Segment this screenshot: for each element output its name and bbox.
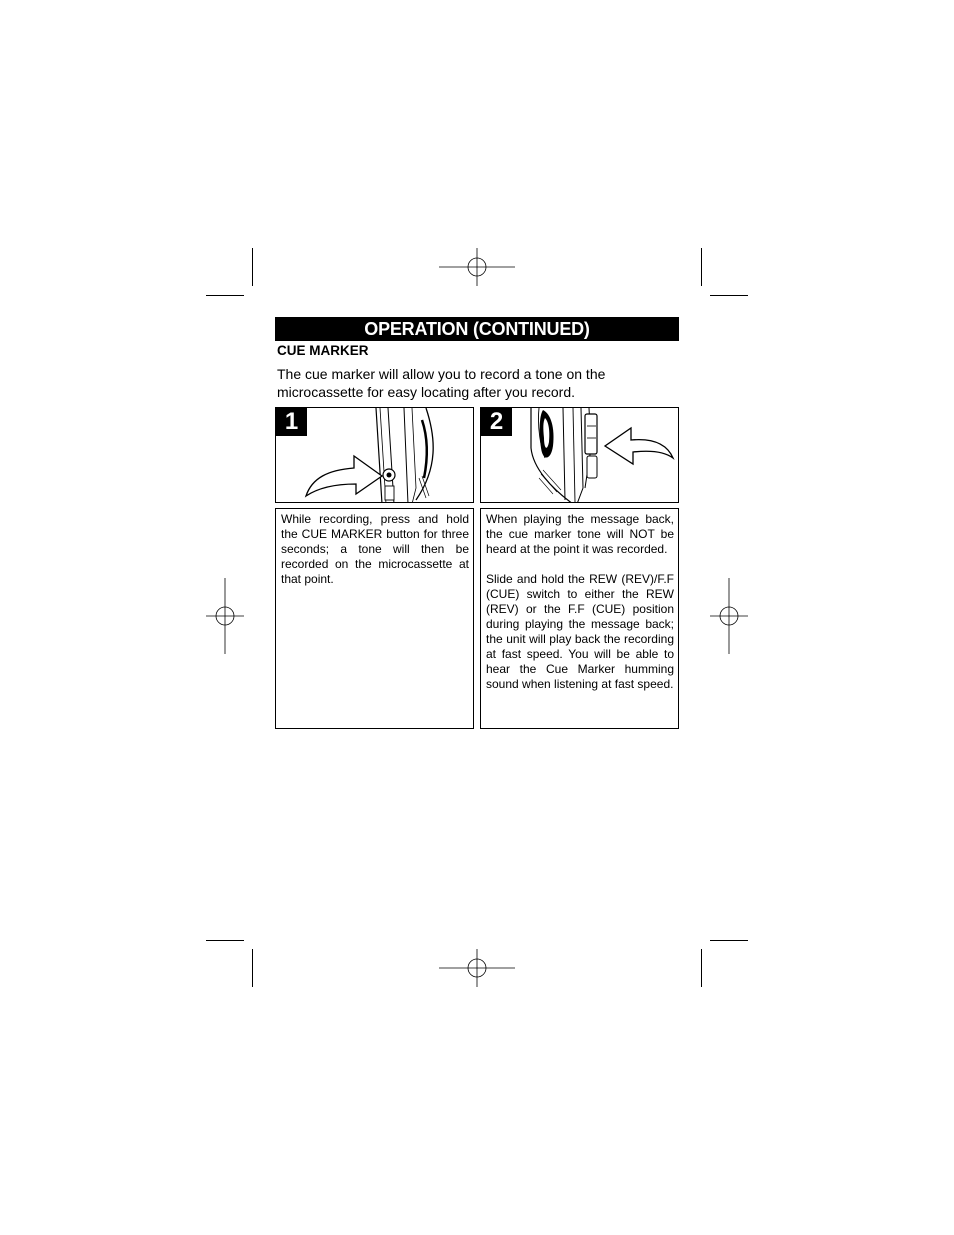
step-number-badge: 2 [481, 408, 512, 436]
crop-mark [701, 248, 702, 286]
step-1-description [275, 508, 474, 729]
step-2-illustration [480, 407, 679, 503]
registration-mark-icon [710, 578, 748, 654]
step-paragraph: While recording, press and hold the CUE MARKER button for three seconds; a tone will then be recorded on the microcassette at that point. [281, 512, 469, 586]
crop-mark [710, 295, 748, 296]
crop-mark [710, 940, 748, 941]
crop-mark [206, 940, 244, 941]
step-number-badge: 1 [276, 408, 307, 436]
registration-mark-icon [439, 248, 515, 286]
crop-mark [206, 295, 244, 296]
registration-mark-icon [439, 949, 515, 987]
crop-mark [252, 949, 253, 987]
intro-paragraph: The cue marker will allow you to record a tone on the microcassette for easy locating after you record. [277, 366, 606, 400]
page-title: OPERATION (CONTINUED) [275, 317, 679, 341]
crop-mark [252, 248, 253, 286]
section-title: CUE MARKER [277, 343, 369, 358]
step-paragraph: Slide and hold the REW (REV)/F.F (CUE) switch to either the REW (REV) or the F.F (CUE) position during playing the message back; the unit will play back the recording at fast speed. You will be able to hear the Cue Marker humming sound when listening at fast speed. [486, 572, 674, 691]
step-2-description [480, 508, 679, 729]
step-paragraph: When playing the message back, the cue marker tone will NOT be heard at the point it was recorded. [486, 512, 674, 556]
step-1-illustration [275, 407, 474, 503]
crop-mark [701, 949, 702, 987]
registration-mark-icon [206, 578, 244, 654]
